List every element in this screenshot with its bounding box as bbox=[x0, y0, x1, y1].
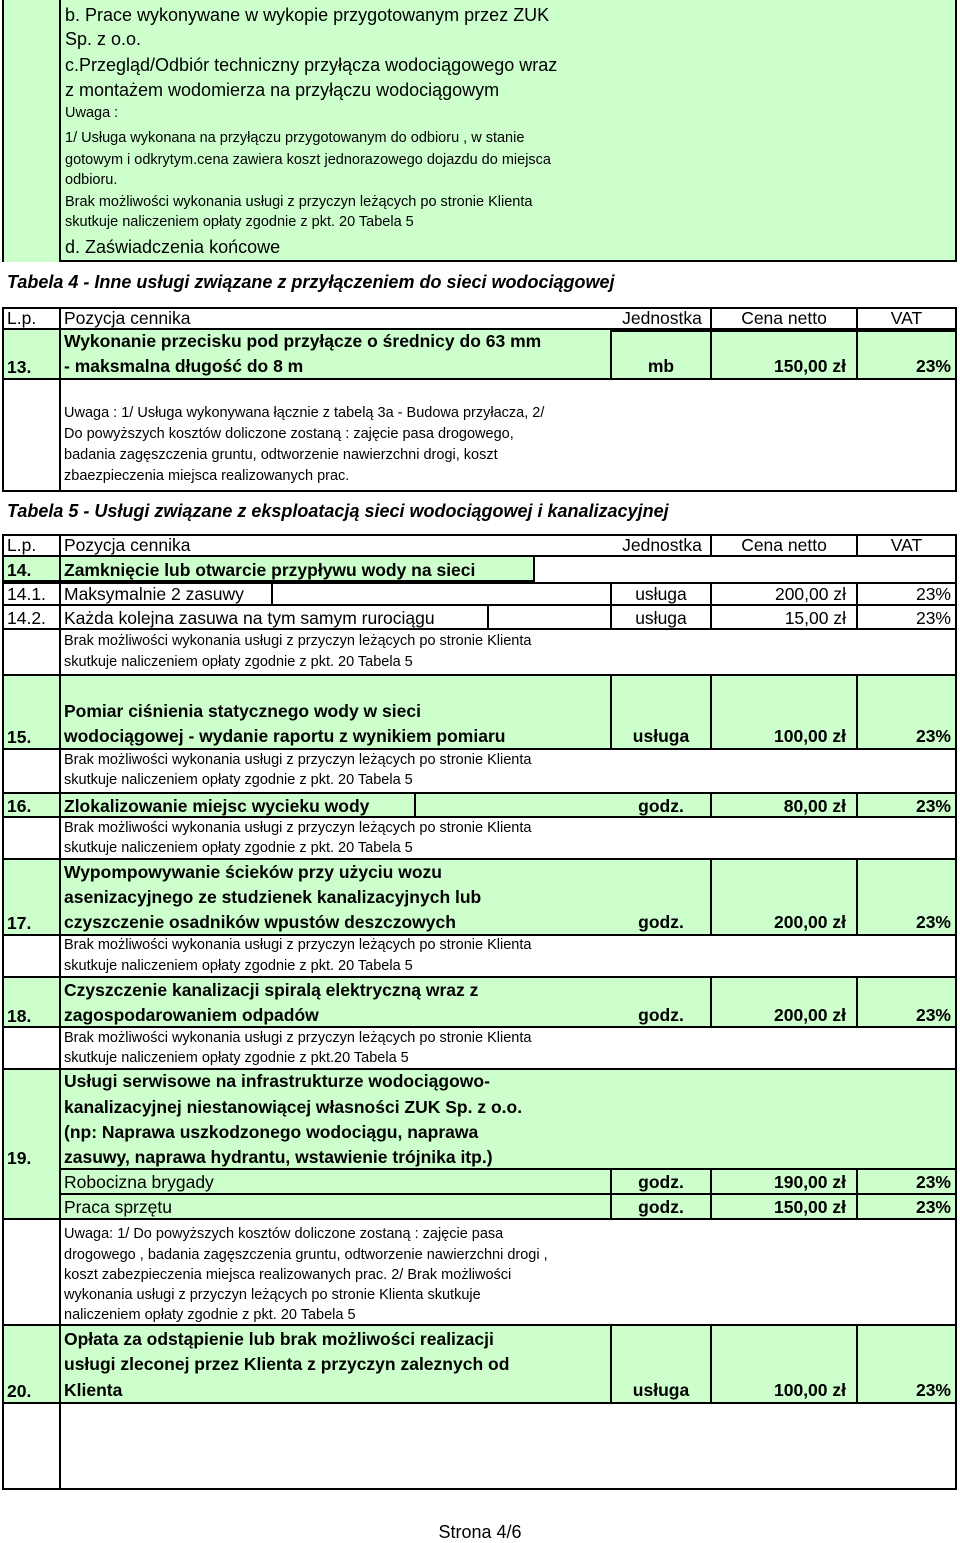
table5-row19-b-vat: 23% bbox=[915, 1197, 951, 1217]
table5-row20-name-line3: Klienta bbox=[64, 1380, 123, 1400]
table5-row14-1-price: 200,00 zł bbox=[774, 584, 846, 604]
table5-row20-unit: usługa bbox=[632, 1380, 690, 1400]
table4-row13-unit: mb bbox=[647, 356, 675, 376]
table5-brak-d-line1: Brak możliwości wykonania usługi z przyczyn leżących po stronie Klienta bbox=[64, 937, 532, 953]
table4-note-line1: Uwaga : 1/ Usługa wykonywana łącznie z tabelą 3a - Budowa przyłacza, 2/ bbox=[64, 405, 545, 421]
note-line2: gotowym i odkrytym.cena zawiera koszt jednorazowego dojazdu do miejsca bbox=[65, 152, 551, 168]
table5-brak-b-line2: skutkuje naliczeniem opłaty zgodnie z pkt. 20 Tabela 5 bbox=[64, 772, 413, 788]
table5-brak-a-line2: skutkuje naliczeniem opłaty zgodnie z pkt. 20 Tabela 5 bbox=[64, 654, 413, 670]
table5-row20-vat: 23% bbox=[915, 1380, 951, 1400]
table5-row18-lp: 18. bbox=[7, 1006, 32, 1026]
table5-row14-name: Zamknięcie lub otwarcie przypływu wody na sieci bbox=[64, 560, 476, 580]
table5-row19-b-price: 150,00 zł bbox=[774, 1197, 846, 1217]
brak-line2: skutkuje naliczeniem opłaty zgodnie z pkt. 20 Tabela 5 bbox=[65, 214, 414, 230]
table5-row17-price: 200,00 zł bbox=[774, 912, 846, 932]
table5-brak-d-line2: skutkuje naliczeniem opłaty zgodnie z pkt. 20 Tabela 5 bbox=[64, 958, 413, 974]
table5-empty-row bbox=[59, 1404, 957, 1490]
table5-note19-line4: wykonania usługi z przyczyn leżących po stronie Klienta skutkuje bbox=[64, 1287, 481, 1303]
table4-title: Tabela 4 - Inne usługi związane z przyłączeniem do sieci wodociągowej bbox=[7, 272, 615, 292]
item-c-line1: c.Przegląd/Odbiór techniczny przyłącza wodociągowego wraz bbox=[65, 55, 558, 75]
note-uwaga: Uwaga : bbox=[65, 105, 119, 121]
table5-row19-b-name: Praca sprzętu bbox=[64, 1197, 172, 1217]
table4-row13-name-line2: - maksmalna długość do 8 m bbox=[64, 356, 304, 376]
table4-row13-lp: 13. bbox=[7, 357, 32, 377]
table5-header-unit: Jednostka bbox=[622, 535, 702, 555]
table5-header-vat: VAT bbox=[890, 535, 923, 555]
table5-brak-a-line1: Brak możliwości wykonania usługi z przyczyn leżących po stronie Klienta bbox=[64, 633, 532, 649]
table5-note19-line5: naliczeniem opłaty zgodnie z pkt. 20 Tabela 5 bbox=[64, 1307, 356, 1323]
item-b-line2: Sp. z o.o. bbox=[65, 29, 142, 49]
table5-row15-name-line1: Pomiar ciśnienia statycznego wody w sieci bbox=[64, 701, 421, 721]
table5-brak-c-line1: Brak możliwości wykonania usługi z przyczyn leżących po stronie Klienta bbox=[64, 820, 532, 836]
table5-row16-vat: 23% bbox=[915, 796, 951, 816]
table5-row20-name-line2: usługi zleconej przez Klienta z przyczyn zaleznych od bbox=[64, 1354, 510, 1374]
table5-header-lp: L.p. bbox=[7, 535, 37, 555]
table5-note19-line2: drogowego , badania zagęszczenia gruntu, odtworzenie nawierzchni drogi , bbox=[64, 1247, 548, 1263]
table4-note-line2: Do powyższych kosztów doliczone zostaną : zajęcie pasa drogowego, bbox=[64, 426, 514, 442]
table5-title: Tabela 5 - Usługi związane z eksploatacją sieci wodociągowej i kanalizacyjnej bbox=[7, 501, 669, 521]
table5-row19-name-line2: kanalizacyjnej niestanowiącej własności ZUK Sp. z o.o. bbox=[64, 1097, 523, 1117]
table4-row13-vat: 23% bbox=[915, 356, 951, 376]
table5-row14-2-lp: 14.2. bbox=[7, 608, 46, 628]
table5-row20-lp: 20. bbox=[7, 1381, 32, 1401]
table5-row17-name-line3: czyszczenie osadników wpustów deszczowych bbox=[64, 912, 456, 932]
table5-row16-name: Zlokalizowanie miejsc wycieku wody bbox=[64, 796, 370, 816]
table5-brak-e-line1: Brak możliwości wykonania usługi z przyczyn leżących po stronie Klienta bbox=[64, 1030, 532, 1046]
table5-row18-unit: godz. bbox=[638, 1005, 684, 1025]
table5-row14-2-name: Każda kolejna zasuwa na tym samym rurociągu bbox=[64, 608, 435, 628]
table4-header-pos: Pozycja cennika bbox=[64, 308, 191, 328]
table5-row15-price: 100,00 zł bbox=[774, 726, 846, 746]
table5-row18-vat: 23% bbox=[915, 1005, 951, 1025]
table5-row15-vat: 23% bbox=[915, 726, 951, 746]
table5-row16-price: 80,00 zł bbox=[783, 796, 846, 816]
table5-row17-unit: godz. bbox=[638, 912, 684, 932]
table5-brak-b-line1: Brak możliwości wykonania usługi z przyczyn leżących po stronie Klienta bbox=[64, 752, 532, 768]
table4-header-unit: Jednostka bbox=[622, 308, 702, 328]
table5-row16-unit: godz. bbox=[638, 796, 684, 816]
page-number: Strona 4/6 bbox=[438, 1522, 522, 1542]
table5-header-pos: Pozycja cennika bbox=[64, 535, 191, 555]
table5-row14-2-unit: usługa bbox=[635, 608, 687, 628]
table5-row18-price: 200,00 zł bbox=[774, 1005, 846, 1025]
table5-row19-name-line1: Usługi serwisowe na infrastrukturze wodociągowo- bbox=[64, 1071, 490, 1091]
table5-note19-line3: koszt zabezpieczenia miejsca realizowanych prac. 2/ Brak możliwości bbox=[64, 1267, 512, 1283]
note-line1: 1/ Usługa wykonana na przyłączu przygotowanym do odbioru , w stanie bbox=[65, 130, 525, 146]
table5-brak-e-line2: skutkuje naliczeniem opłaty zgodnie z pkt.20 Tabela 5 bbox=[64, 1050, 409, 1066]
table5-row19-a-price: 190,00 zł bbox=[774, 1172, 846, 1192]
table5-row17-name-line2: asenizacyjnego ze studzienek kanalizacyjnych lub bbox=[64, 887, 482, 907]
table5-row16-lp: 16. bbox=[7, 796, 32, 816]
table5-row18-name-line2: zagospodarowaniem odpadów bbox=[64, 1005, 319, 1025]
brak-line1: Brak możliwości wykonania usługi z przyczyn leżących po stronie Klienta bbox=[65, 194, 533, 210]
table5-row14-1-name: Maksymalnie 2 zasuwy bbox=[64, 584, 244, 604]
item-b-line1: b. Prace wykonywane w wykopie przygotowanym przez ZUK bbox=[65, 5, 550, 25]
table5-row14-lp: 14. bbox=[7, 560, 32, 580]
table4-note-lp-cell bbox=[2, 380, 59, 492]
table4-header-lp: L.p. bbox=[7, 308, 37, 328]
table5-row20-name-line1: Opłata za odstąpienie lub brak możliwości realizacji bbox=[64, 1329, 494, 1349]
table4-header-price: Cena netto bbox=[741, 308, 827, 328]
table5-row19-a-name: Robocizna brygady bbox=[64, 1172, 214, 1192]
table5-row18-name-line1: Czyszczenie kanalizacji spiralą elektryczną wraz z bbox=[64, 980, 479, 1000]
table5-row19-name-line4: zasuwy, naprawa hydrantu, wstawienie trójnika itp.) bbox=[64, 1147, 493, 1167]
item-c-line2: z montażem wodomierza na przyłączu wodociągowym bbox=[65, 80, 500, 100]
table5-row14-1-vat: 23% bbox=[915, 584, 951, 604]
table5-row20-price: 100,00 zł bbox=[774, 1380, 846, 1400]
table5-header-price: Cena netto bbox=[741, 535, 827, 555]
table5-row19-lp: 19. bbox=[7, 1148, 32, 1168]
table5-brak-c-line2: skutkuje naliczeniem opłaty zgodnie z pkt. 20 Tabela 5 bbox=[64, 840, 413, 856]
item-d: d. Zaświadczenia końcowe bbox=[65, 237, 281, 257]
table5-note19-line1: Uwaga: 1/ Do powyższych kosztów doliczone zostaną : zajęcie pasa bbox=[64, 1226, 504, 1242]
table4-note-line4: zbaezpieczenia miejsca realizowanych prac. bbox=[64, 468, 350, 484]
table5-row14-2-price: 15,00 zł bbox=[784, 608, 846, 628]
table5-row14-1-unit: usługa bbox=[635, 584, 687, 604]
table5-row19-a-unit: godz. bbox=[638, 1172, 684, 1192]
note-line3: odbioru. bbox=[65, 172, 118, 188]
table5-row17-vat: 23% bbox=[915, 912, 951, 932]
table5-row15-unit: usługa bbox=[632, 726, 690, 746]
table5-row15-name-line2: wodociągowej - wydanie raportu z wynikiem pomiaru bbox=[64, 726, 506, 746]
table5-row19-b-unit: godz. bbox=[638, 1197, 684, 1217]
top-section-lp-column bbox=[2, 0, 59, 262]
table4-note-line3: badania zagęszczenia gruntu, odtworzenie nawierzchni drogi, koszt bbox=[64, 447, 498, 463]
table5-row14-2-vat: 23% bbox=[915, 608, 951, 628]
table5-row14-1-lp: 14.1. bbox=[7, 584, 46, 604]
table5-row19-a-vat: 23% bbox=[915, 1172, 951, 1192]
table5-row17-name-line1: Wypompowywanie ścieków przy użyciu wozu bbox=[64, 862, 442, 882]
table5-row15-lp: 15. bbox=[7, 727, 32, 747]
table5-row19-name-line3: (np: Naprawa uszkodzonego wodociągu, naprawa bbox=[64, 1122, 479, 1142]
table4-row13-name-line1: Wykonanie przecisku pod przyłącze o średnicy do 63 mm bbox=[64, 331, 542, 351]
table4-row13-price: 150,00 zł bbox=[774, 356, 846, 376]
table4-header-vat: VAT bbox=[890, 308, 923, 328]
table5-row17-lp: 17. bbox=[7, 913, 32, 933]
